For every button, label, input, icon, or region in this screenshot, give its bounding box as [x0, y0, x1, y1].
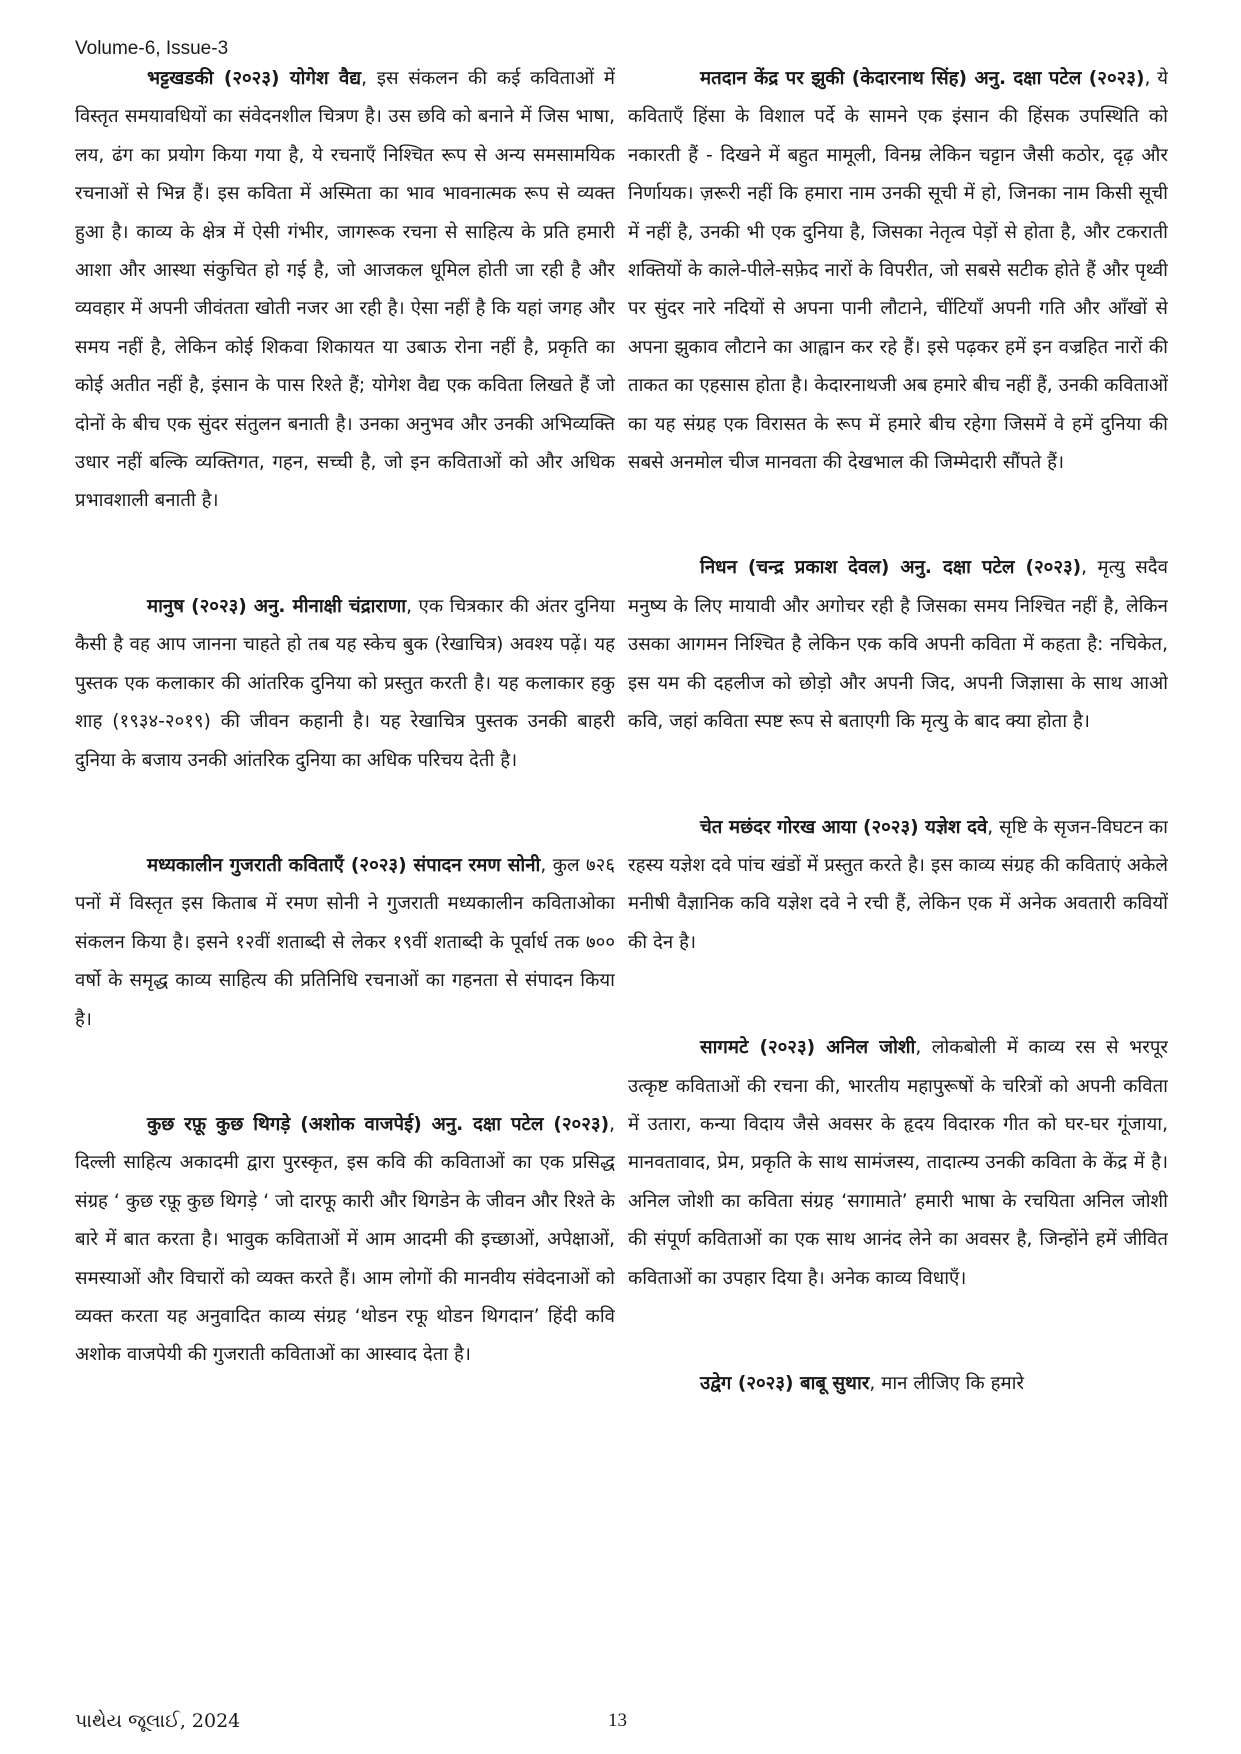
- review-sagamte: सागमटे (२०२३) अनिल जोशी, लोकबोली में काव्य रस से भरपूर उत्कृष्ट कविताओं की रचना की, भारतीय महापुरूषों के चरित्रों को अपनी कविता में उतारा, कन्या विदाय जैसे अवसर के हृदय विदारक गीत को घर-घर गूंजाया, मानवतावाद, प्रेम, प्रकृति के साथ सामंजस्य, तादात्म्य उनकी कविता के केंद्र में है। अनिल जोशी का कविता संग्रह ‘सगामाते’ हमारी भाषा के रचयिता अनिल जोशी की संपूर्ण कविताओं का एक साथ आनंद लेने का अवसर है, जिन्होंने हमें जीवित कविताओं का उपहार दिया है। अनेक काव्य विधाएँ।: [628, 1037, 1168, 1289]
- right-column: [628, 60, 1168, 1640]
- review-madhyakalin: मध्यकालीन गुजराती कविताएँ (२०२३) संपादन रमण सोनी, कुल ७२६ पनों में विस्तृत इस किताब में रमण सोनी ने गुजराती मध्यकालीन कविताओका संकलन किया है। इसने १२वीं शताब्दी से लेकर १९वीं शताब्दी के पूर्वार्ध तक ७०० वर्षो के समृद्ध काव्य साहित्य की प्रतिनिधि रचनाओं का गहनता से संपादन किया है।: [75, 854, 615, 1030]
- review-manush: मानुष (२०२३) अनु. मीनाक्षी चंद्राराणा, एक चित्रकार की अंतर दुनिया कैसी है वह आप जानना चाहते हो तब यह स्केच बुक (रेखाचित्र) अवश्य पढ़ें। यह पुस्तक एक कलाकार की आंतरिक दुनिया को प्रस्तुत करती है। यह कलाकार हकु शाह (१९३४-२०१९) की जीवन कहानी है। यह रेखाचित्र पुस्तक उनकी बाहरी दुनिया के बजाय उनकी आंतरिक दुनिया का अधिक परिचय देती है।: [75, 595, 615, 771]
- review-nidhan: निधन (चन्द्र प्रकाश देवल) अनु. दक्षा पटेल (२०२३), मृत्यु सदैव मनुष्य के लिए मायावी और अगोचर रही है जिसका समय निश्चित नहीं है, लेकिन उसका आगमन निश्चित है लेकिन एक कवि अपनी कविता में कहता है: नचिकेत, इस यम की दहलीज को छोड़ो और अपनी जिद, अपनी जिज्ञासा के साथ आओ कवि, जहां कविता स्पष्ट रूप से बताएगी कि मृत्यु के बाद क्या होता है।: [628, 557, 1168, 733]
- review-matdan-kendra: मतदान केंद्र पर झुकी (केदारनाथ सिंह) अनु. दक्षा पटेल (२०२३), ये कविताएँ हिंसा के विशाल पर्दे के सामने एक इंसान की हिंसक उपस्थिति को नकारती हैं - दिखने में बहुत मामूली, विनम्र लेकिन चट्टान जैसी कठोर, दृढ़ और निर्णायक। ज़रूरी नहीं कि हमारा नाम उनकी सूची में हो, जिनका नाम किसी सूची में नहीं है, उनकी भी एक दुनिया है, जिसका नेतृत्व पेड़ों से होता है, और टकराती शक्तियों के काले-पीले-सफ़ेद नारों के विपरीत, जो सबसे सटीक होते हैं और पृथ्वी पर सुंदर नारे नदियों से अपना पानी लौटाने, चींटियाँ अपनी गति और आँखों से अपना झुकाव लौटाने का आह्वान कर रहे हैं। इसे पढ़कर हमें इन वज्रहित नारों की ताकत का एहसास होता है। केदारनाथजी अब हमारे बीच नहीं हैं, उनकी कविताओं का यह संग्रह एक विरासत के रूप में हमारे बीच रहेगा जिसमें वे हमें दुनिया की सबसे अनमोल चीज मानवता की देखभाल की जिम्मेदारी सौंपते हैं।: [628, 68, 1168, 474]
- review-udveg: उद्वेग (२०२३) बाबू सुथार, मान लीजिए कि हमारे: [700, 1372, 1025, 1394]
- left-column: [75, 60, 615, 1640]
- review-chet-machhandar: चेत मछंदर गोरख आया (२०२३) यज्ञेश दवे, सृष्टि के सृजन-विघटन का रहस्य यज्ञेश दवे पांच खंडों में प्रस्तुत करते है। इस काव्य संग्रह की कविताएं अकेले मनीषी वैज्ञानिक कवि यज्ञेश दवे ने रची हैं, लेकिन एक में अनेक अवतारी कवियों की देन है।: [628, 816, 1168, 953]
- page-number: 13: [608, 1710, 627, 1731]
- journal-footer: પાથેય જૂલાઈ, 2024: [75, 1710, 241, 1732]
- review-bhattkhadki: भट्टखडकी (२०२३) योगेश वैद्य, इस संकलन की कई कविताओं में विस्तृत समयावधियों का संवेदनशील चित्रण है। उस छवि को बनाने में जिस भाषा, लय, ढंग का प्रयोग किया गया है, ये रचनाएँ निश्चित रूप से अन्य समसामयिक रचनाओं से भिन्न हैं। इस कविता में अस्मिता का भाव भावनात्मक रूप से व्यक्त हुआ है। काव्य के क्षेत्र में ऐसी गंभीर, जागरूक रचना से साहित्य के प्रति हमारी आशा और आस्था संकुचित हो गई है, जो आजकल धूमिल होती जा रही है और व्यवहार में अपनी जीवंतता खोती नजर आ रही है। ऐसा नहीं है कि यहां जगह और समय नहीं है, लेकिन कोई शिकवा शिकायत या उबाऊ रोना नहीं है, प्रकृति का कोई अतीत नहीं है, इंसान के पास रिश्ते हैं; योगेश वैद्य एक कविता लिखते हैं जो दोनों के बीच एक सुंदर संतुलन बनाती है। उनका अनुभव और उनकी अभिव्यक्ति उधार नहीं बल्कि व्यक्तिगत, गहन, सच्ची है, जो इन कविताओं को और अधिक प्रभावशाली बनाती है।: [75, 68, 615, 512]
- review-kuch-rafu: कुछ रफ़ू कुछ थिगड़े (अशोक वाजपेई) अनु. दक्षा पटेल (२०२३), दिल्ली साहित्य अकादमी द्वारा पुरस्कृत, इस कवि की कविताओं का एक प्रसिद्ध संग्रह ‘ कुछ रफ़ू कुछ थिगड़े ‘ जो दारफू कारी और थिगडेन के जीवन और रिश्ते के बारे में बात करता है। भावुक कविताओं में आम आदमी की इच्छाओं, अपेक्षाओं, समस्याओं और विचारों को व्यक्त करते हैं। आम लोगों की मानवीय संवेदनाओं को व्यक्त करता यह अनुवादित काव्य संग्रह ‘थोडन रफू थोडन थिगदान’ हिंदी कवि अशोक वाजपेयी की गुजराती कविताओं का आस्वाद देता है।: [75, 1113, 615, 1366]
- volume-issue-label: Volume-6, Issue-3: [75, 38, 229, 59]
